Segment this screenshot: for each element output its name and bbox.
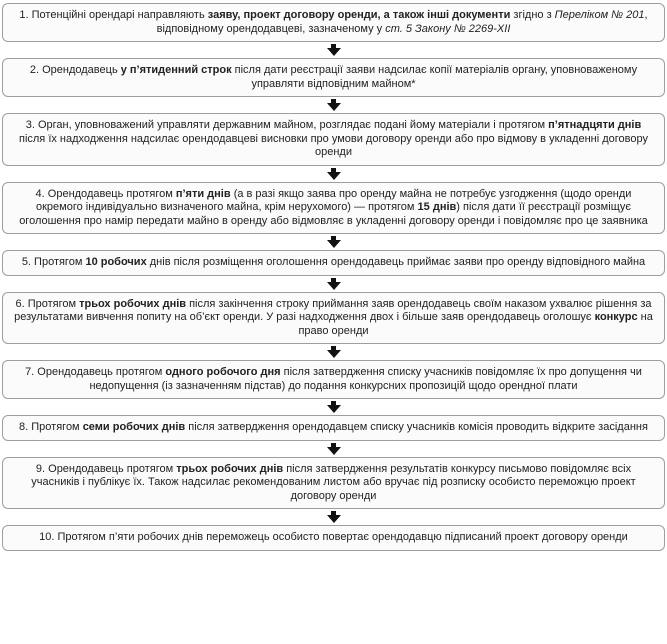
flowchart-step <box>2 360 665 413</box>
step-box <box>2 113 665 166</box>
arrow-head <box>327 103 341 111</box>
step-text-plain: (а в разі якщо заява про оренду майна не потребує узгодження (щодо оренди окремого індивідуально визначеного майна, крім нерухомого) — протягом <box>36 187 632 213</box>
flowchart-step <box>2 457 665 524</box>
step-text <box>13 463 654 504</box>
step-text-bold: трьох робочих днів <box>176 462 284 475</box>
step-text-plain: 7. Орендодавець протягом <box>25 366 166 378</box>
step-text-plain: 5. Протягом <box>21 256 86 268</box>
step-box <box>2 360 665 399</box>
step-text-italic: Переліком № 201 <box>554 9 645 21</box>
step-box <box>2 58 665 97</box>
flowchart <box>2 0 665 553</box>
step-text-bold: п’яти днів <box>175 187 231 200</box>
step-text-plain: 9. Орендодавець протягом <box>35 462 177 475</box>
step-box <box>2 250 665 276</box>
flowchart-step <box>2 250 665 290</box>
step-text-plain: згідно з <box>510 9 555 21</box>
arrow-head <box>327 172 341 180</box>
arrow-down-icon <box>2 44 665 56</box>
step-text-plain: , відповідному орендодавцеві, зазначеному у <box>156 9 648 35</box>
arrow-head <box>327 447 341 455</box>
step-text-plain: 10. Протягом п’яти робочих днів переможець особисто повертає орендодавцю підписаний проект договору оренди <box>39 531 628 543</box>
step-box <box>2 3 665 42</box>
flowchart-step <box>2 113 665 180</box>
arrow-down-icon <box>2 443 665 455</box>
arrow-head <box>327 515 341 523</box>
step-text-italic: ст. 5 Закону № 2269-XII <box>385 22 511 35</box>
step-text <box>13 9 654 36</box>
step-text-plain: 1. Потенційні орендарі направляють <box>19 9 208 21</box>
step-text <box>13 119 654 160</box>
arrow-down-icon <box>2 346 665 358</box>
step-text-plain: після їх надходження надсилає орендодавцеві висновки про умови договору оренди або про відмову в укладенні договору оренди <box>18 132 648 158</box>
step-text-bold: заяву, проект договору оренди, а також інші документи <box>207 9 511 21</box>
arrow-head <box>327 350 341 358</box>
flowchart-step <box>2 292 665 359</box>
step-box <box>2 182 665 235</box>
flowchart-step <box>2 3 665 56</box>
step-text-plain: 8. Протягом <box>19 421 83 433</box>
step-box <box>2 457 665 510</box>
step-text <box>13 366 654 393</box>
step-text-bold: трьох робочих днів <box>79 297 187 310</box>
arrow-down-icon <box>2 168 665 180</box>
arrow-head <box>327 405 341 413</box>
step-text-bold: конкурс <box>594 311 638 323</box>
arrow-down-icon <box>2 511 665 523</box>
step-text-bold: семи робочих днів <box>82 421 186 433</box>
step-text <box>13 64 654 91</box>
step-text-plain: 3. Орган, уповноважений управляти державним майном, розглядає подані йому матеріали і протягом <box>25 119 549 131</box>
step-text-plain: днів після розміщення оголошення орендодавець приймає заяви про оренду відповідного майна <box>146 256 646 268</box>
step-text-plain: після затвердження результатів конкурсу письмово повідомляє всіх учасників і публікує їх. Також надсилає рекомендованим листом або вручає під розписку особисто переможцю проект договору оренди <box>31 462 636 502</box>
step-text-bold: одного робочого дня <box>165 366 281 378</box>
arrow-head <box>327 282 341 290</box>
flowchart-step <box>2 182 665 249</box>
flowchart-step <box>2 415 665 455</box>
step-text-bold: 15 днів <box>417 201 457 213</box>
flowchart-step <box>2 58 665 111</box>
arrow-down-icon <box>2 99 665 111</box>
step-text-bold: у п’ятиденний строк <box>120 64 232 76</box>
step-text-plain: після закінчення строку приймання заяв орендодавець своїм наказом ухвалює рішення за результатами вивчення попиту на об’єкт оренди. У разі надходження двох і більше заяв орендодавець оголошує <box>14 297 652 323</box>
step-text <box>13 421 654 435</box>
step-text-plain: 4. Орендодавець протягом <box>35 187 176 200</box>
arrow-down-icon <box>2 236 665 248</box>
arrow-down-icon <box>2 278 665 290</box>
step-text <box>13 188 654 229</box>
step-text-plain: 2. Орендодавець <box>29 64 121 76</box>
step-text-plain: 6. Протягом <box>15 297 80 310</box>
arrow-head <box>327 240 341 248</box>
step-text-plain: після дати реєстрації заяви надсилає копії матеріалів органу, уповноваженому управляти відповідним майном* <box>231 64 638 90</box>
step-text-bold: п’ятнадцяти днів <box>548 119 642 131</box>
step-text <box>13 256 654 270</box>
arrow-head <box>327 48 341 56</box>
flowchart-step <box>2 525 665 551</box>
step-box <box>2 415 665 441</box>
arrow-down-icon <box>2 401 665 413</box>
step-text-plain: ) після дати її реєстрації розміщує оголошення про намір передати майно в оренду або відмовляє в укладенні договору оренди і повідомляє про це заявника <box>19 201 648 227</box>
step-text-plain: на право оренди <box>298 311 653 337</box>
step-box <box>2 292 665 345</box>
step-text <box>13 298 654 339</box>
step-text-bold: 10 робочих <box>85 256 147 268</box>
step-text <box>13 531 654 545</box>
step-box <box>2 525 665 551</box>
step-text-plain: після затвердження орендодавцем списку учасників комісія проводить відкрите засідання <box>185 421 648 433</box>
step-text-plain: після затвердження списку учасників повідомляє їх про допущення чи недопущення (із зазначенням підстав) до подання конкурсних пропозицій щодо орендної плати <box>89 366 642 392</box>
